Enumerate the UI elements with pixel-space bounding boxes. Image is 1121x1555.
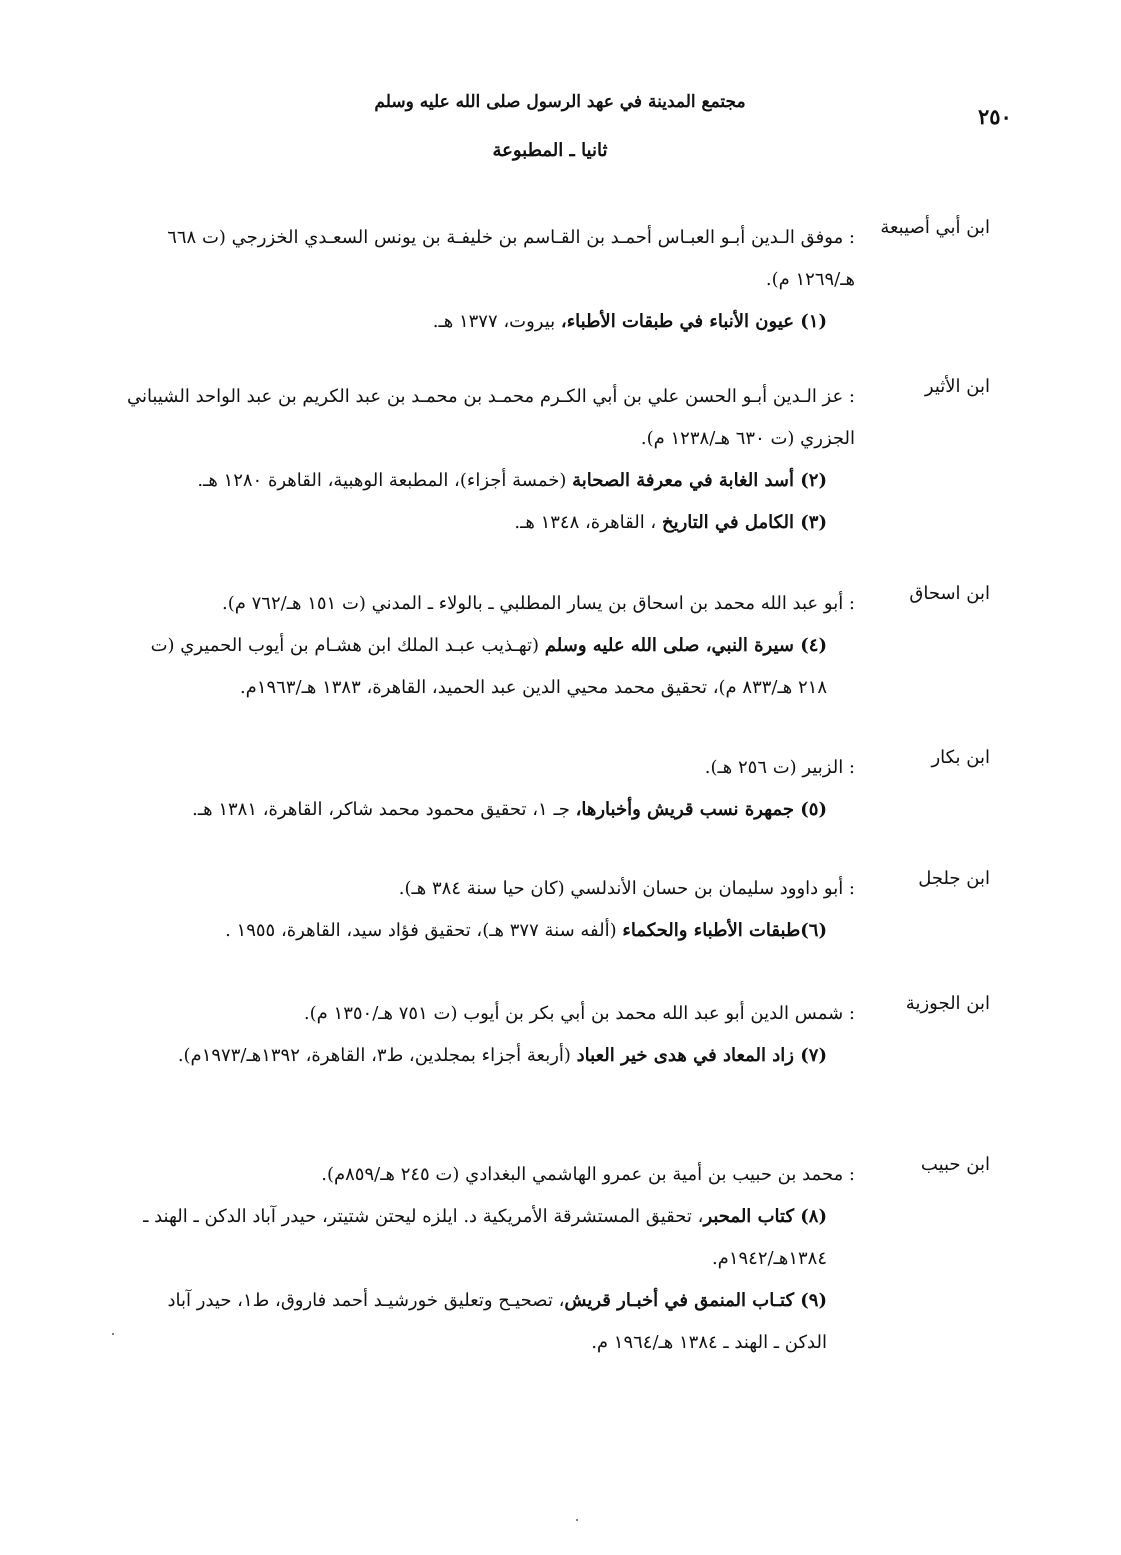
- work-details: بيروت، ١٣٧٧ هـ.: [432, 311, 561, 332]
- author-name: ابن حبيب: [920, 1154, 990, 1175]
- work-title: (٨) كتاب المحبر: [703, 1206, 827, 1227]
- author-bio-line: : شمس الدين أبو عبد الله محمد بن أبي بكر بن أيوب (ت ٧٥١ هـ/١٣٥٠ م).: [303, 1003, 855, 1024]
- work-title: (٢) أسد الغابة في معرفة الصحابة: [572, 470, 827, 491]
- work-details-continued: ١٣٨٤هـ/١٩٤٢م.: [711, 1248, 827, 1269]
- work-title: (٣) الكامل في التاريخ: [661, 512, 827, 533]
- work-title: (٩) كتـاب المنمق في أخبـار قريش: [564, 1290, 827, 1311]
- work-citation: [70, 789, 855, 831]
- work-citation: [70, 301, 855, 343]
- entry-body: [70, 868, 855, 952]
- author-name: ابن الأثير: [924, 376, 990, 397]
- author-name: ابن أبي أصيبعة: [880, 217, 990, 238]
- work-title: (٦)طبقات الأطباء والحكماء: [622, 920, 827, 941]
- scan-speck: [112, 1333, 114, 1335]
- work-citation: [70, 502, 855, 544]
- entry-body: [70, 217, 855, 343]
- author-name: ابن اسحاق: [909, 583, 990, 604]
- work-details-continued: الدكن ـ الهند ـ ١٣٨٤ هـ/١٩٦٤ م.: [591, 1332, 827, 1353]
- author-bio-line: هـ/١٢٦٩ م).: [765, 269, 855, 290]
- work-details: (ألفه سنة ٣٧٧ هـ)، تحقيق فؤاد سيد، القاهرة، ١٩٥٥ .: [225, 920, 623, 941]
- work-citation: [70, 1280, 855, 1322]
- work-title: (٤) سيرة النبي، صلى الله عليه وسلم: [544, 635, 827, 656]
- entry-body: [70, 376, 855, 544]
- author-bio-line: : الزبير (ت ٢٥٦ هـ).: [704, 757, 855, 778]
- entry-body: [70, 993, 855, 1077]
- entry-body: [70, 747, 855, 831]
- author-name: ابن الجوزية: [905, 993, 990, 1014]
- author-bio-line: : محمد بن حبيب بن أمية بن عمرو الهاشمي البغدادي (ت ٢٤٥ هـ/٨٥٩م).: [321, 1164, 855, 1185]
- work-details: (خمسة أجزاء)، المطبعة الوهبية، القاهرة ١٢٨٠ هـ.: [197, 470, 573, 491]
- work-details: (تهـذيب عبـد الملك ابن هشـام بن أيوب الحميري (ت: [150, 635, 545, 656]
- author-bio-line: : أبو عبد الله محمد بن اسحاق بن يسار المطلبي ـ بالولاء ـ المدني (ت ١٥١ هـ/٧٦٢ م).: [222, 593, 855, 614]
- work-citation: [70, 625, 855, 667]
- author-bio-line: : أبو داوود سليمان بن حسان الأندلسي (كان حيا سنة ٣٨٤ هـ).: [398, 878, 855, 899]
- author-name: ابن بكار: [931, 747, 990, 768]
- work-citation: [70, 910, 855, 952]
- work-details: ، تحقيق المستشرقة الأمريكية د. ايلزه ليحتن شتيتر، حيدر آباد الدكن ـ الهند ـ: [143, 1206, 704, 1227]
- running-head: مجتمع المدينة في عهد الرسول صلى الله عليه وسلم: [374, 92, 746, 112]
- work-details: جـ ١، تحقيق محمود محمد شاكر، القاهرة، ١٣٨١ هـ.: [192, 799, 576, 820]
- work-details: (أربعة أجزاء بمجلدين، ط٣، القاهرة، ١٣٩٢هـ/١٩٧٣م).: [177, 1045, 577, 1066]
- work-title: (١) عيون الأنباء في طبقات الأطباء،: [560, 311, 827, 332]
- work-citation: [70, 1196, 855, 1238]
- work-title: (٥) جمهرة نسب قريش وأخبارها،: [575, 799, 827, 820]
- page-number: ٢٥٠: [978, 104, 1012, 129]
- work-details-continued: ٢١٨ هـ/٨٣٣ م)، تحقيق محمد محيي الدين عبد الحميد، القاهرة، ١٣٨٣ هـ/١٩٦٣م.: [239, 677, 827, 698]
- work-citation: [70, 1035, 855, 1077]
- work-title: (٧) زاد المعاد في هدى خير العباد: [576, 1045, 827, 1066]
- work-details: ، تصحيـح وتعليق خورشيـد أحمد فاروق، ط١، حيدر آباد: [167, 1290, 565, 1311]
- scan-speck: [576, 1519, 578, 1521]
- author-bio-line: : موفق الـدين أبـو العبـاس أحمـد بن القـاسم بن خليفـة بن يونس السعـدي الخزرجي (ت ٦٦٨: [167, 227, 855, 248]
- entry-body: [70, 583, 855, 709]
- work-details: ، القاهرة، ١٣٤٨ هـ.: [514, 512, 662, 533]
- author-bio-line: : عز الـدين أبـو الحسن علي بن أبي الكـرم محمـد بن محمـد بن عبد الكريم بن عبد الواحد الشيباني: [126, 386, 855, 407]
- work-citation: [70, 460, 855, 502]
- author-name: ابن جلجل: [918, 868, 990, 889]
- entry-body: [70, 1154, 855, 1364]
- author-bio-line: الجزري (ت ٦٣٠ هـ/١٢٣٨ م).: [640, 428, 855, 449]
- section-title: ثانيا ـ المطبوعة: [492, 140, 608, 161]
